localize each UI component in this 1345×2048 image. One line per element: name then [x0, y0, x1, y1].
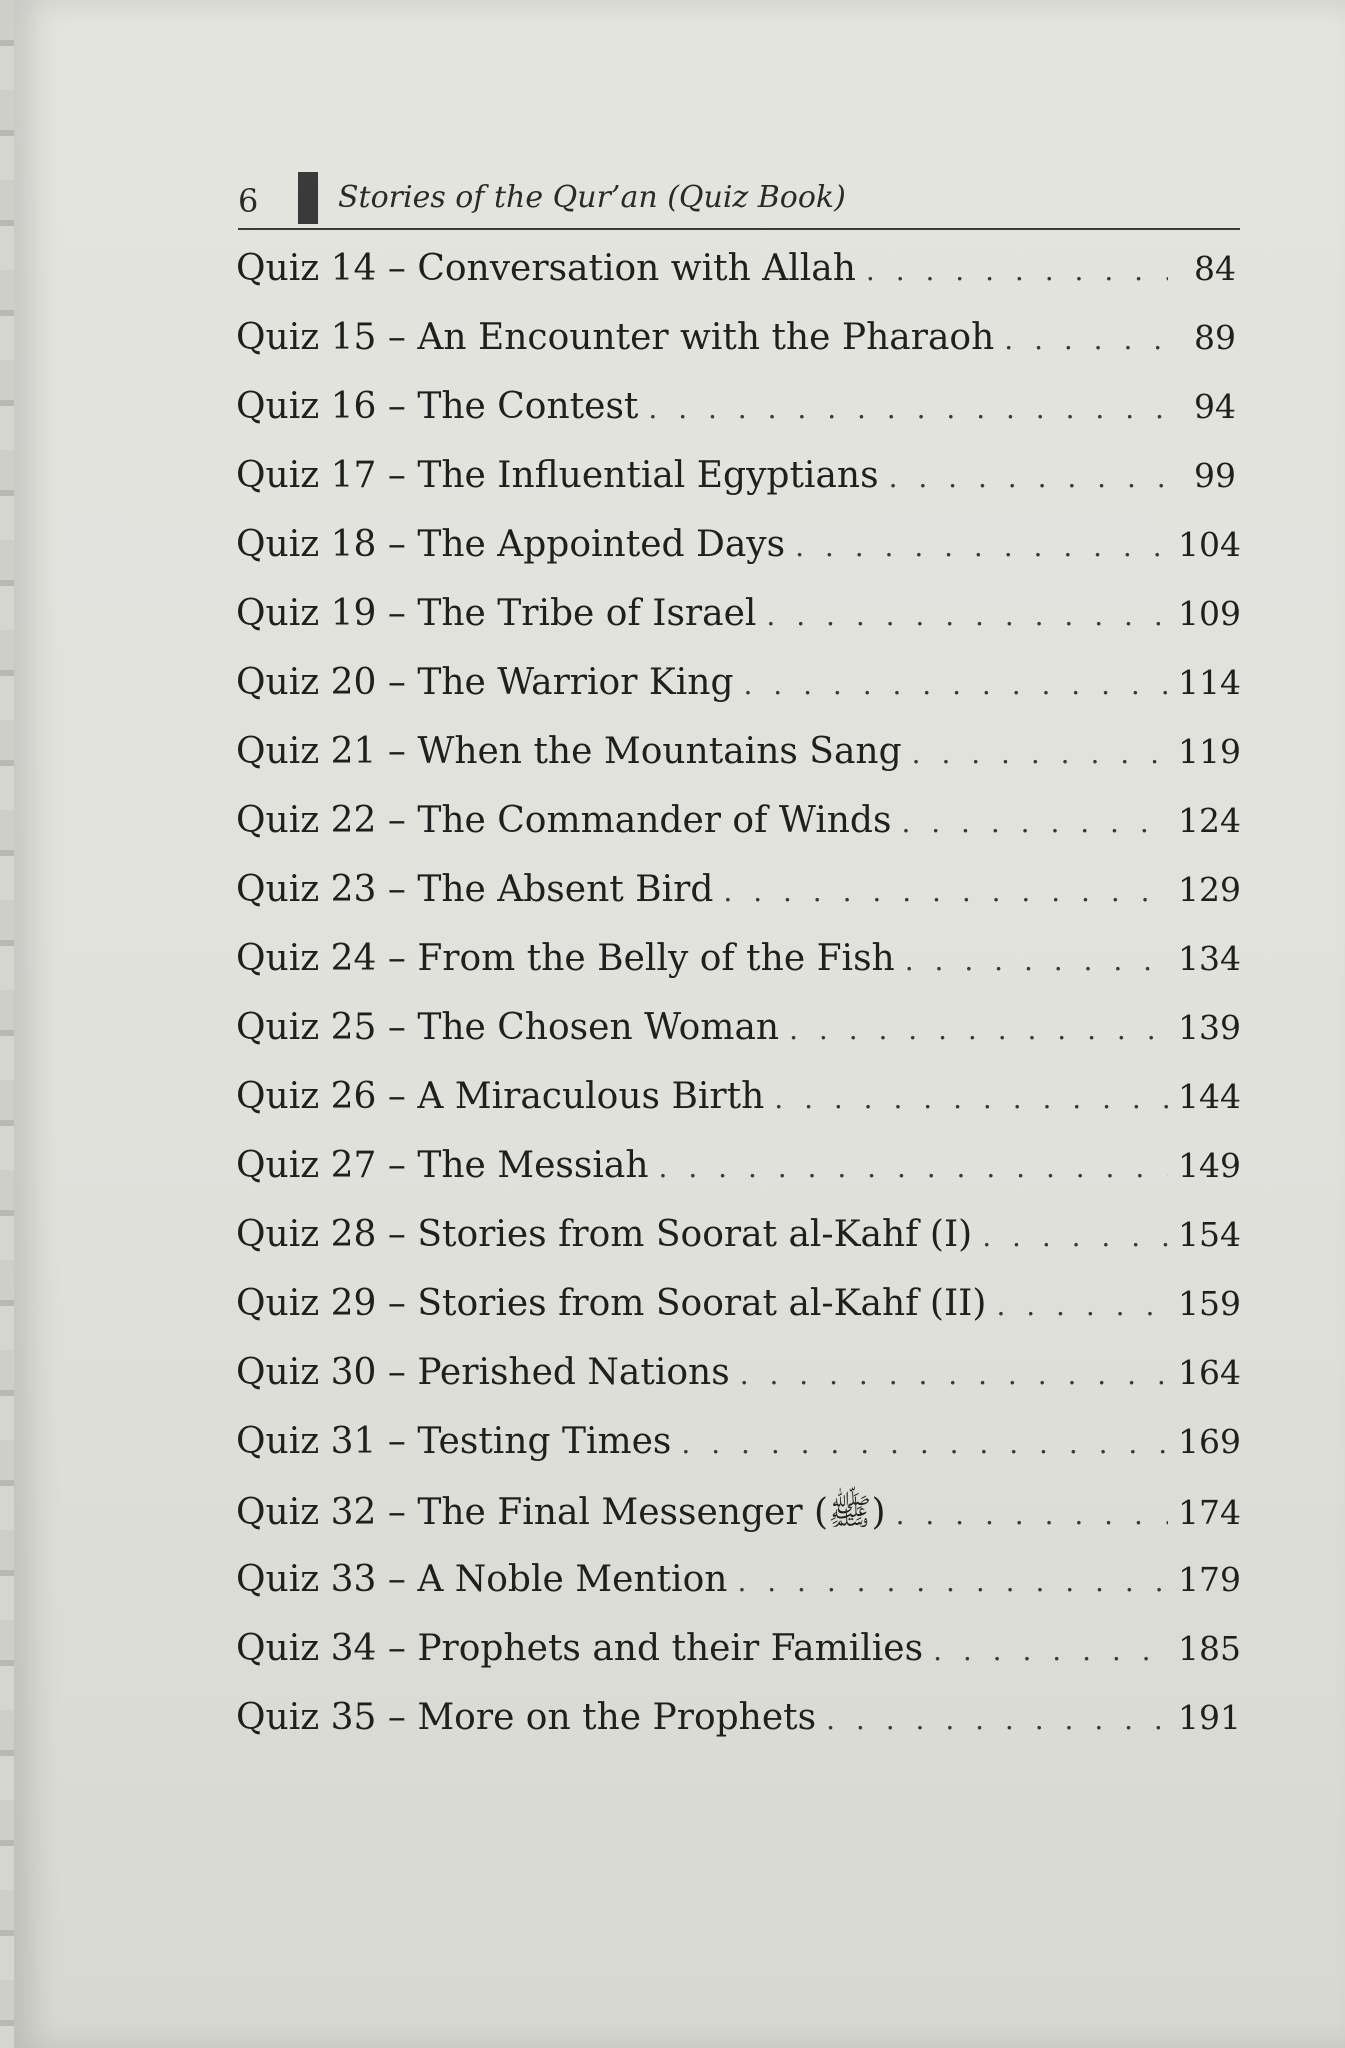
toc-entry: [236, 317, 1236, 386]
running-header: [238, 168, 1240, 228]
dot-leader: [744, 668, 1169, 701]
toc-entry-title: Quiz 14 – Conversation with Allah: [236, 248, 856, 289]
toc-entry-title: Quiz 18 – The Appointed Days: [236, 524, 786, 565]
table-of-contents: [236, 248, 1241, 1766]
toc-entry: [236, 731, 1241, 800]
toc-entry-title: Quiz 30 – Perished Nations: [236, 1352, 730, 1393]
toc-entry-title: Quiz 25 – The Chosen Woman: [236, 1007, 780, 1048]
toc-entry: [236, 1559, 1241, 1628]
toc-entry: [236, 1283, 1241, 1352]
toc-entry: [236, 1628, 1241, 1697]
toc-entry-page: 174: [1178, 1493, 1241, 1532]
toc-entry-title: Quiz 35 – More on the Prophets: [236, 1697, 817, 1738]
toc-entry-page: 179: [1178, 1560, 1241, 1599]
dot-leader: [774, 1082, 1168, 1115]
toc-entry-page: 84: [1194, 249, 1236, 288]
toc-entry-title: Quiz 34 – Prophets and their Families: [236, 1628, 924, 1669]
toc-entry: [236, 869, 1241, 938]
toc-entry-title: Quiz 19 – The Tribe of Israel: [236, 593, 757, 634]
dot-leader: [866, 254, 1168, 287]
dot-leader: [901, 806, 1168, 839]
dot-leader: [648, 392, 1168, 425]
dot-leader: [737, 1565, 1168, 1598]
toc-entry-title: Quiz 24 – From the Belly of the Fish: [236, 938, 895, 979]
toc-entry: [236, 593, 1241, 662]
toc-entry-page: 159: [1178, 1284, 1241, 1323]
toc-entry: [236, 524, 1241, 593]
toc-entry: [236, 455, 1236, 524]
toc-entry-title: Quiz 28 – Stories from Soorat al-Kahf (I): [236, 1214, 973, 1255]
toc-entry-page: 129: [1178, 870, 1241, 909]
toc-entry: [236, 248, 1236, 317]
toc-entry-page: 114: [1178, 663, 1241, 702]
toc-entry: [236, 386, 1236, 455]
toc-entry: [236, 662, 1241, 731]
toc-entry-title: Quiz 26 – A Miraculous Birth: [236, 1076, 765, 1117]
toc-entry-title: Quiz 17 – The Influential Egyptians: [236, 455, 879, 496]
toc-entry-page: 149: [1178, 1146, 1241, 1185]
toc-entry-page: 94: [1194, 387, 1236, 426]
toc-entry-page: 185: [1178, 1629, 1241, 1668]
dot-leader: [896, 1498, 1168, 1531]
dot-leader: [1004, 323, 1168, 356]
toc-entry-page: 124: [1178, 801, 1241, 840]
book-title: Stories of the Qur’an (Quiz Book): [338, 180, 846, 215]
dot-leader: [826, 1703, 1168, 1736]
toc-entry-page: 104: [1178, 525, 1241, 564]
toc-entry-title: Quiz 31 – Testing Times: [236, 1421, 672, 1462]
toc-entry-title: Quiz 21 – When the Mountains Sang: [236, 731, 902, 772]
dot-leader: [766, 599, 1168, 632]
toc-entry-title: Quiz 29 – Stories from Soorat al-Kahf (II): [236, 1283, 987, 1324]
toc-entry-page: 89: [1194, 318, 1236, 357]
toc-entry-page: 164: [1178, 1353, 1241, 1392]
dot-leader: [912, 737, 1168, 770]
toc-entry-title: Quiz 32 – The Final Messenger (ﷺ): [236, 1492, 886, 1533]
toc-entry: [236, 1697, 1241, 1766]
toc-entry: [236, 1421, 1241, 1490]
toc-entry: [236, 1007, 1241, 1076]
toc-entry: [236, 800, 1241, 869]
toc-entry-page: 99: [1194, 456, 1236, 495]
dot-leader: [740, 1358, 1168, 1391]
toc-entry: [236, 1076, 1241, 1145]
toc-entry-page: 191: [1178, 1698, 1241, 1737]
toc-entry-page: 109: [1178, 594, 1241, 633]
dot-leader: [795, 530, 1168, 563]
dot-leader: [982, 1220, 1168, 1253]
toc-entry: [236, 1490, 1241, 1559]
toc-entry-title: Quiz 16 – The Contest: [236, 386, 639, 427]
dot-leader: [659, 1151, 1168, 1184]
toc-entry-page: 169: [1178, 1422, 1241, 1461]
dot-leader: [723, 875, 1168, 908]
toc-entry-title: Quiz 15 – An Encounter with the Pharaoh: [236, 317, 995, 358]
toc-entry: [236, 1145, 1241, 1214]
toc-entry-page: 154: [1178, 1215, 1241, 1254]
toc-entry: [236, 1214, 1241, 1283]
toc-entry-title: Quiz 22 – The Commander of Winds: [236, 800, 892, 841]
toc-entry-title: Quiz 20 – The Warrior King: [236, 662, 734, 703]
dot-leader: [789, 1013, 1168, 1046]
dot-leader: [933, 1634, 1168, 1667]
dot-leader: [681, 1427, 1168, 1460]
dot-leader: [996, 1289, 1168, 1322]
header-rule: [238, 228, 1240, 230]
toc-entry-page: 139: [1178, 1008, 1241, 1047]
toc-entry: [236, 938, 1241, 1007]
toc-entry-page: 144: [1178, 1077, 1241, 1116]
toc-entry-title: Quiz 23 – The Absent Bird: [236, 869, 714, 910]
page-edge: [0, 0, 14, 2048]
toc-entry-page: 134: [1178, 939, 1241, 978]
toc-entry-title: Quiz 33 – A Noble Mention: [236, 1559, 728, 1600]
page-number: 6: [238, 182, 259, 220]
dot-leader: [905, 944, 1168, 977]
dot-leader: [889, 461, 1168, 494]
header-bar-ornament: [298, 172, 318, 224]
toc-entry-title: Quiz 27 – The Messiah: [236, 1145, 649, 1186]
toc-entry: [236, 1352, 1241, 1421]
toc-entry-page: 119: [1178, 732, 1241, 771]
